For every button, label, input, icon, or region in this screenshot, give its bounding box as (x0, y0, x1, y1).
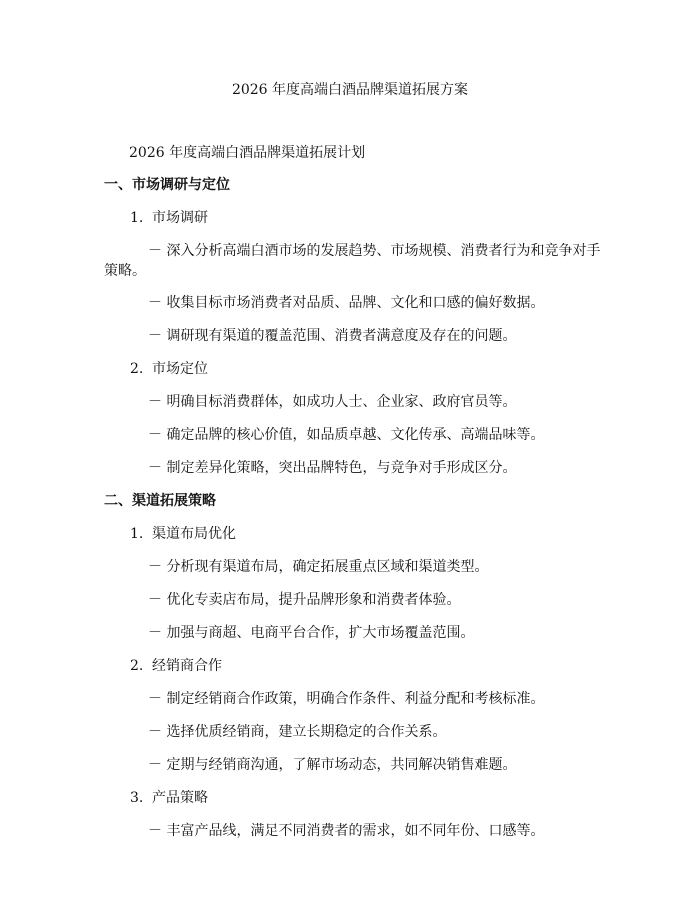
subsection-label: 市场定位 (152, 361, 208, 377)
subsection-heading (104, 208, 604, 241)
bullet-text: － 制定经销商合作政策，明确合作条件、利益分配和考核标准。 (148, 691, 545, 707)
bullet-text: － 确定品牌的核心价值，如品质卓越、文化传承、高端品味等。 (148, 427, 545, 443)
bullet-text: － 深入分析高端白酒市场的发展趋势、市场规模、消费者行为和竞争对手策略。 (104, 243, 601, 279)
bullet-text: － 明确目标消费群体，如成功人士、企业家、政府官员等。 (148, 394, 517, 410)
document-body (104, 175, 604, 854)
bullet-text: － 调研现有渠道的覆盖范围、消费者满意度及存在的问题。 (148, 328, 517, 344)
bullet-text: － 制定差异化策略，突出品牌特色，与竞争对手形成区分。 (148, 460, 517, 476)
subsection-number: 1. (130, 526, 144, 542)
subsection-number: 1. (130, 210, 144, 226)
bullet-text: － 定期与经销商沟通，了解市场动态，共同解决销售难题。 (148, 757, 517, 773)
bullet-item (104, 458, 604, 491)
subsection-heading (104, 359, 604, 392)
bullet-text: － 选择优质经销商，建立长期稳定的合作关系。 (148, 724, 447, 740)
bullet-text: － 收集目标市场消费者对品质、品牌、文化和口感的偏好数据。 (148, 295, 545, 311)
subsection-number: 2. (130, 658, 144, 674)
subsection-heading (104, 788, 604, 821)
bullet-item (104, 623, 604, 656)
subsection-label: 经销商合作 (152, 658, 222, 674)
bullet-item (104, 689, 604, 722)
bullet-item (104, 392, 604, 425)
subsection-heading (104, 524, 604, 557)
subsection-label: 产品策略 (152, 790, 208, 806)
bullet-item (104, 326, 604, 359)
subsection-label: 渠道布局优化 (152, 526, 236, 542)
document-title: 2026 年度高端白酒品牌渠道拓展方案 (231, 82, 469, 98)
section-heading: 二、渠道拓展策略 (104, 493, 216, 509)
bullet-text: － 丰富产品线，满足不同消费者的需求，如不同年份、口感等。 (148, 823, 545, 839)
bullet-item (104, 821, 604, 854)
bullet-item (104, 241, 604, 293)
bullet-text: － 分析现有渠道布局，确定拓展重点区域和渠道类型。 (148, 559, 489, 575)
document-subtitle: 2026 年度高端白酒品牌渠道拓展计划 (129, 145, 366, 161)
bullet-item (104, 557, 604, 590)
bullet-item (104, 590, 604, 623)
section-heading: 一、市场调研与定位 (104, 177, 230, 193)
subsection-heading (104, 656, 604, 689)
bullet-item (104, 755, 604, 788)
subsection-number: 2. (130, 361, 144, 377)
bullet-item (104, 425, 604, 458)
bullet-text: － 加强与商超、电商平台合作，扩大市场覆盖范围。 (148, 625, 475, 641)
subsection-number: 3. (130, 790, 144, 806)
bullet-text: － 优化专卖店布局，提升品牌形象和消费者体验。 (148, 592, 461, 608)
subsection-label: 市场调研 (152, 210, 208, 226)
bullet-item (104, 293, 604, 326)
bullet-item (104, 722, 604, 755)
